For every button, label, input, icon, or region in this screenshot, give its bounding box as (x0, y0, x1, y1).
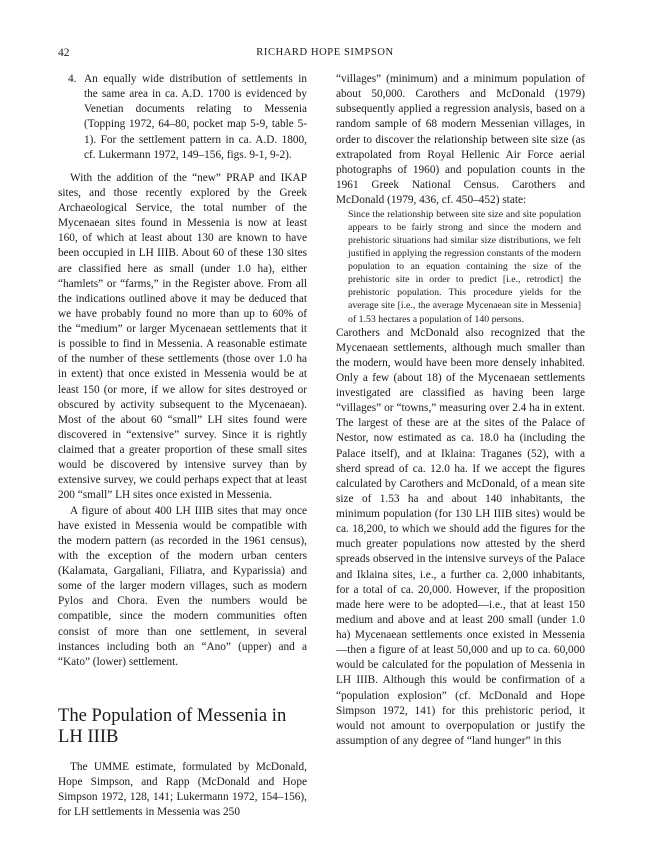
list-item-4 (58, 72, 307, 163)
list-number: 4. (68, 73, 77, 85)
body-paragraph: With the addition of the “new” PRAP and IKAP sites, and those recently explored by the Greek Archaeological Service, the total number of the Mycenaean sites found in Messenia is now at least 160, of which at least about 130 are known to have been occupied in LH IIIB. About 60 of these 130 sites are classified here as small (under 1.0 ha), either “hamlets” or “farms,” in the Register above. From all the indications outlined above it may be deduced that we have probably found no more than up to 60% of the “medium” or larger Mycenaean settlements that it is possible to find in Messenia. A reasonable estimate of the number of these settlements (those over 1.0 ha in extent) that once existed in Messenia would be at least 150 (or more, if we allow for sites destroyed or obscured by activity subsequent to the Mycenaean). Most of the about 60 “small” LH sites found were discovered in “extensive” survey. Since it is rightly claimed that a greater proportion of these small sites would be discovered by intensive survey than by extensive survey, we could perhaps expect that at least 200 “small” LH sites once existed in Messenia. (58, 171, 307, 502)
running-head: RICHARD HOPE SIMPSON (256, 47, 394, 58)
block-quote: Since the relationship between site size and site population appears to be fairly strong and since the modern and prehistoric situations had similar size distributions, we felt justified in applying the regression constants of the modern population to an equation containing the size of the prehistoric site in order to predict [i.e., retrodict] the prehistoric population. This procedure yields for the average site [i.e., the average Mycenaean site in Messenia] of 1.53 hectares a population of 140 persons. (348, 209, 581, 325)
left-column (58, 72, 307, 820)
body-paragraph: Carothers and McDonald also recognized that the Mycenaean settlements, although much smaller than the modern, would have been more densely inhabited. Only a few (about 18) of the Mycenaean settlements investigated are classified as having been large “villages” or “towns,” measuring over 2.4 ha in extent. The largest of these are at the sites of the Palace of Nestor, now estimated as ca. 18.0 ha (including the Palace itself), and at Iklaina: Traganes (52), with a sherd spread of ca. 12.0 ha. If we accept the figures calculated by Carothers and McDonald, of a mean site size of 1.53 ha and about 140 inhabitants, the minimum population (for 130 LH IIIB sites) would be ca. 18,200, to which we should add the figures for the much greater populations now attested by the sherd spreads observed in the intensive surveys of the Palace and Iklaina sites, i.e., a further ca. 2,000 inhabitants, for a total of ca. 20,000. However, if the proposition made here were to be adopted—i.e., that at least 150 medium and above and at least 200 small (under 1.0 ha) Mycenaean settlements once existed in Messenia—then a figure of at least 50,000 and up to ca. 60,000 would be calculated for the population of Messenia in LH IIIB. Although this would be confirmation of a “population explosion” (cf. McDonald and Hope Simpson 1972, 141) for this prehistoric period, it would not amount to overpopulation or justify the assumption of any degree of “land hunger” in this (336, 326, 585, 747)
body-paragraph: A figure of about 400 LH IIIB sites that may once have existed in Messenia would be compatible with the modern pattern (as recorded in the 1961 census), with the exception of the modern urban centers (Kalamata, Gargaliani, Filiatra, and Kyparissia) and some of the larger modern villages, such as modern Pylos and Chora. Even the numbers would be compatible, since the modern communities often consist of more than one settlement, in several instances including both an “Ano” (upper) and a “Kato” (lower) settlement. (58, 504, 307, 668)
body-paragraph: “villages” (minimum) and a minimum population of about 50,000. Carothers and McDonald (1979) subsequently applied a regression analysis, based on a random sample of 68 modern Messenian villages, in order to discover the relationship between site size (as extrapolated from Royal Hellenic Air Force aerial photographs of 1960) and population counts in the 1961 Greek National Census. Carothers and McDonald (1979, 436, cf. 450–452) state: (336, 73, 585, 206)
page-number: 42 (58, 47, 70, 59)
body-paragraph: The UMME estimate, formulated by McDonald, Hope Simpson, and Rapp (McDonald and Hope Simpson 1972, 128, 141; Lukermann 1972, 154–156), for LH settlements in Messenia was 250 (58, 760, 307, 819)
right-column (336, 72, 585, 749)
section-heading: The Population of Messenia in LH IIIB (58, 704, 287, 747)
list-item-text: An equally wide distribution of settlements in the same area in ca. A.D. 1700 is evidenced by Venetian documents relating to Messenia (Topping 1972, 64–80, pocket map 5-9, table 5-1). For the settlement pattern in ca. A.D. 1800, cf. Lukermann 1972, 149–156, figs. 9-1, 9-2). (84, 73, 307, 161)
